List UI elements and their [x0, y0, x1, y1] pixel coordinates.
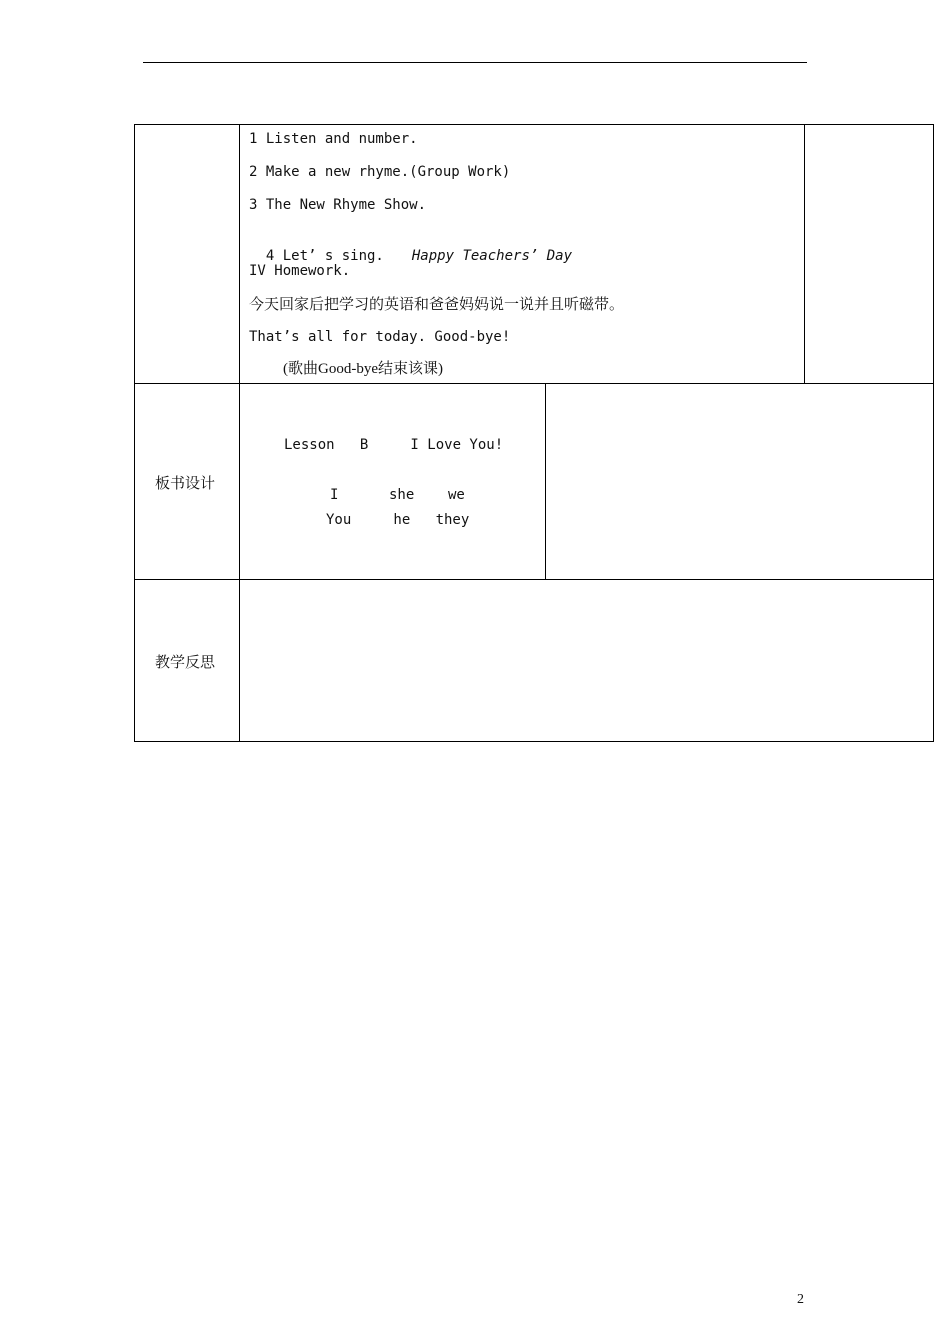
- step-2: 2 Make a new rhyme.(Group Work): [249, 164, 511, 180]
- page-number: 2: [797, 1292, 804, 1307]
- step-4: [249, 229, 572, 265]
- board-extra-cell: [545, 383, 934, 580]
- pronouns-row-1: I she we: [330, 487, 465, 503]
- song-title: Happy Teachers’ Day: [411, 248, 573, 264]
- row1-label-cell: [134, 124, 240, 384]
- step-4-text: 4 Let’ s sing.: [265, 248, 384, 264]
- board-title: Lesson B I Love You!: [284, 437, 504, 453]
- reflection-content-cell: [239, 579, 934, 742]
- board-content-cell: [239, 383, 546, 580]
- row1-notes-cell: [804, 124, 934, 384]
- pronouns-row-2: You he they: [326, 512, 470, 528]
- board-label: 板书设计: [155, 474, 216, 492]
- song-note: (歌曲Good-bye结束该课): [283, 361, 443, 377]
- homework-text: 今天回家后把学习的英语和爸爸妈妈说一说并且听磁带。: [249, 295, 625, 313]
- step-3: 3 The New Rhyme Show.: [249, 197, 427, 213]
- homework-heading: IV Homework.: [249, 263, 351, 279]
- step-1: 1 Listen and number.: [249, 131, 418, 147]
- reflection-label: 教学反思: [155, 653, 216, 671]
- closing-line: That’s all for today. Good-bye!: [249, 329, 511, 345]
- header-rule: [143, 62, 807, 63]
